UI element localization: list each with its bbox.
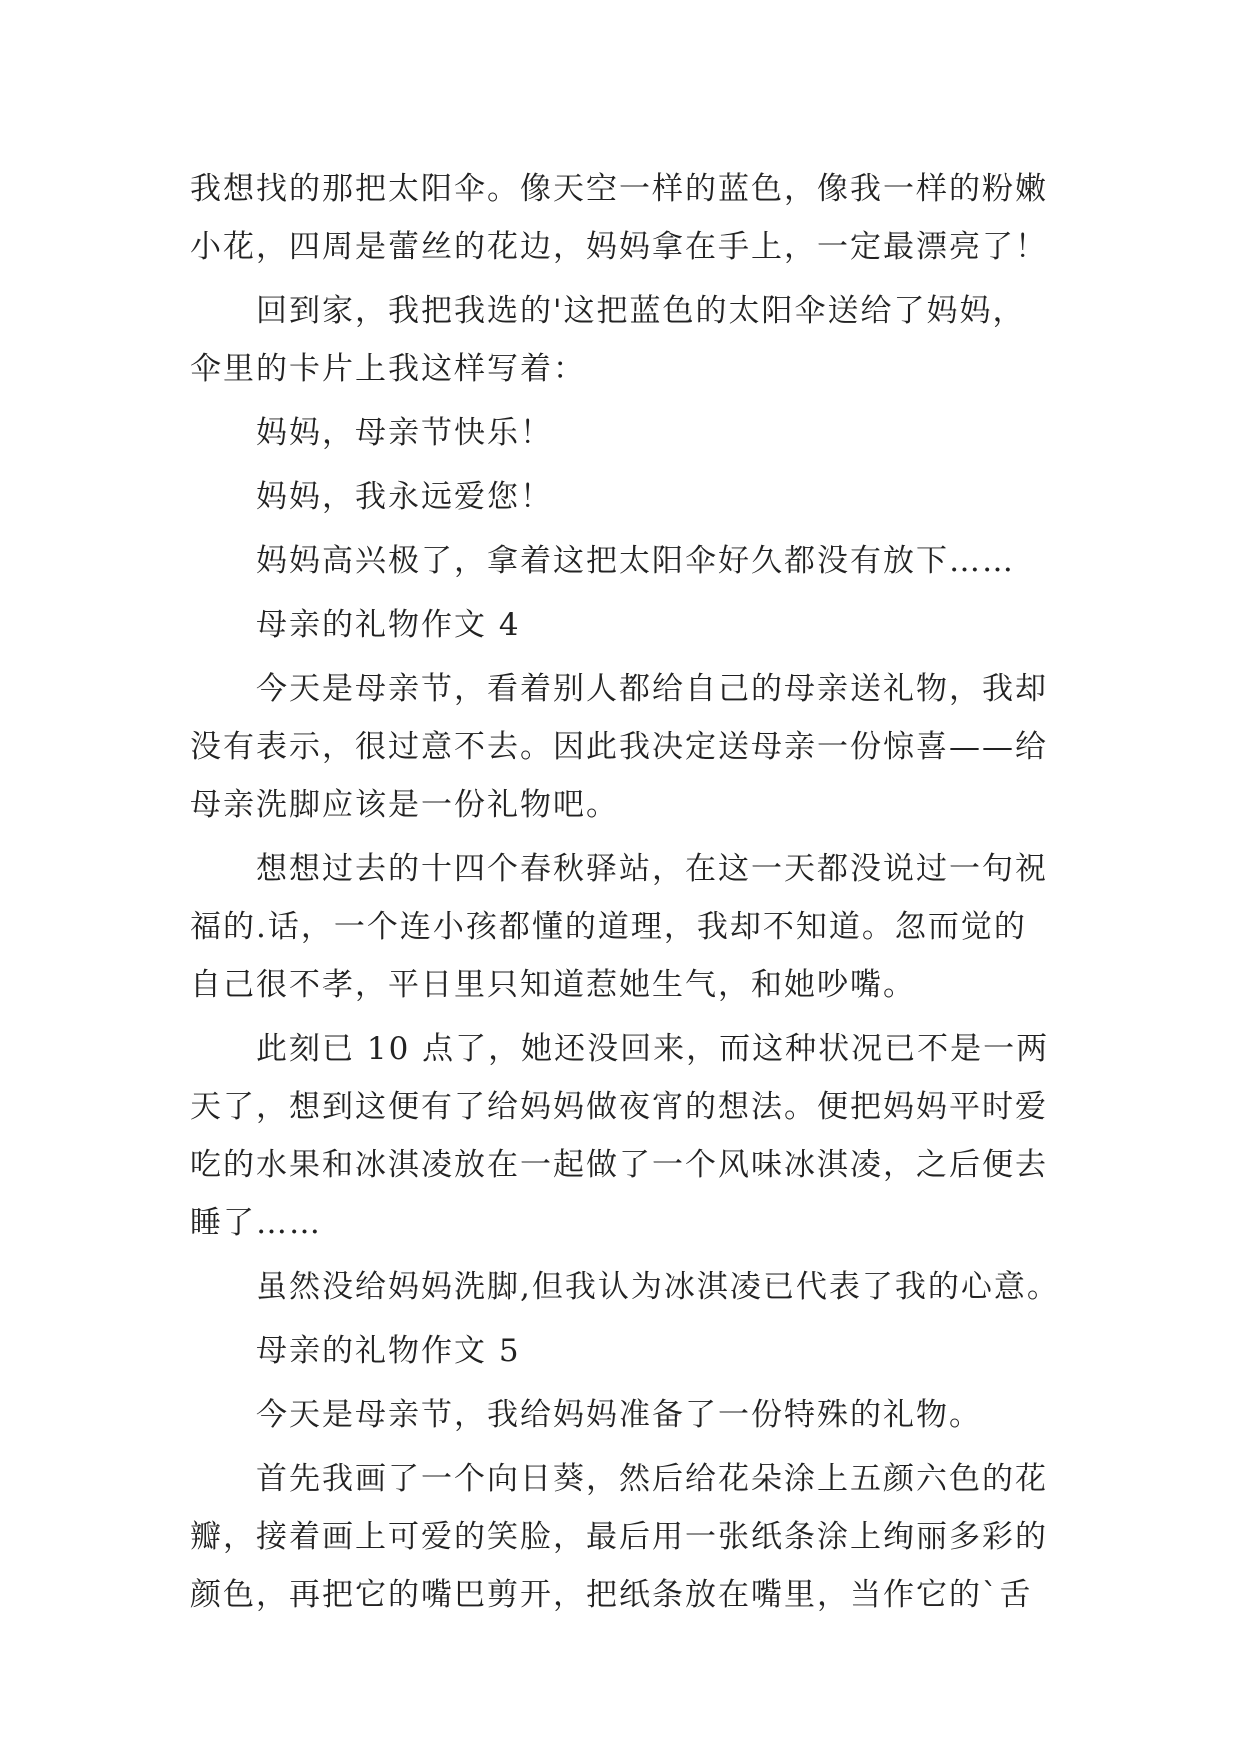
paragraph-line: 我想找的那把太阳伞。像天空一样的蓝色，像我一样的粉嫩 [190,171,1048,207]
document-body [190,160,1060,1624]
paragraph-line: 母亲洗脚应该是一份礼物吧。 [190,787,619,823]
paragraph-line: 天了，想到这便有了给妈妈做夜宵的想法。便把妈妈平时爱 [190,1089,1048,1125]
paragraph-line: 此刻已 10 点了，她还没回来，而这种状况已不是一两 [256,1031,1050,1067]
paragraph-line: 自己很不孝，平日里只知道惹她生气，和她吵嘴。 [190,967,916,1003]
paragraph-line: 瓣，接着画上可爱的笑脸，最后用一张纸条涂上绚丽多彩的 [190,1519,1048,1555]
paragraph-line: 想想过去的十四个春秋驿站，在这一天都没说过一句祝 [256,851,1048,887]
paragraph-line: 妈妈高兴极了，拿着这把太阳伞好久都没有放下…… [256,543,1015,579]
paragraph-line: 回到家，我把我选的'这把蓝色的太阳伞送给了妈妈， [256,293,1026,329]
paragraph-line: 首先我画了一个向日葵，然后给花朵涂上五颜六色的花 [256,1461,1048,1497]
paragraph-line: 吃的水果和冰淇凌放在一起做了一个风味冰淇凌，之后便去 [190,1147,1048,1183]
paragraph-line: 颜色，再把它的嘴巴剪开，把纸条放在嘴里，当作它的`舌 [190,1577,1033,1613]
paragraph-line: 小花，四周是蕾丝的花边，妈妈拿在手上，一定最漂亮了！ [190,229,1048,265]
section-heading: 母亲的礼物作文 4 [256,607,521,643]
paragraph-line: 今天是母亲节，我给妈妈准备了一份特殊的礼物。 [256,1397,982,1433]
paragraph-line: 福的.话，一个连小孩都懂的道理，我却不知道。忽而觉的 [190,909,1027,945]
section-heading: 母亲的礼物作文 5 [256,1333,521,1369]
paragraph-line: 妈妈，我永远爱您！ [256,479,553,515]
paragraph-line: 妈妈，母亲节快乐！ [256,415,553,451]
paragraph-line: 没有表示，很过意不去。因此我决定送母亲一份惊喜——给 [190,729,1048,765]
paragraph-line: 睡了…… [190,1205,322,1241]
paragraph-line: 虽然没给妈妈洗脚,但我认为冰淇凌已代表了我的心意。 [256,1269,1060,1305]
paragraph-line: 伞里的卡片上我这样写着： [190,351,586,387]
paragraph-line: 今天是母亲节，看着别人都给自己的母亲送礼物，我却 [256,671,1048,707]
